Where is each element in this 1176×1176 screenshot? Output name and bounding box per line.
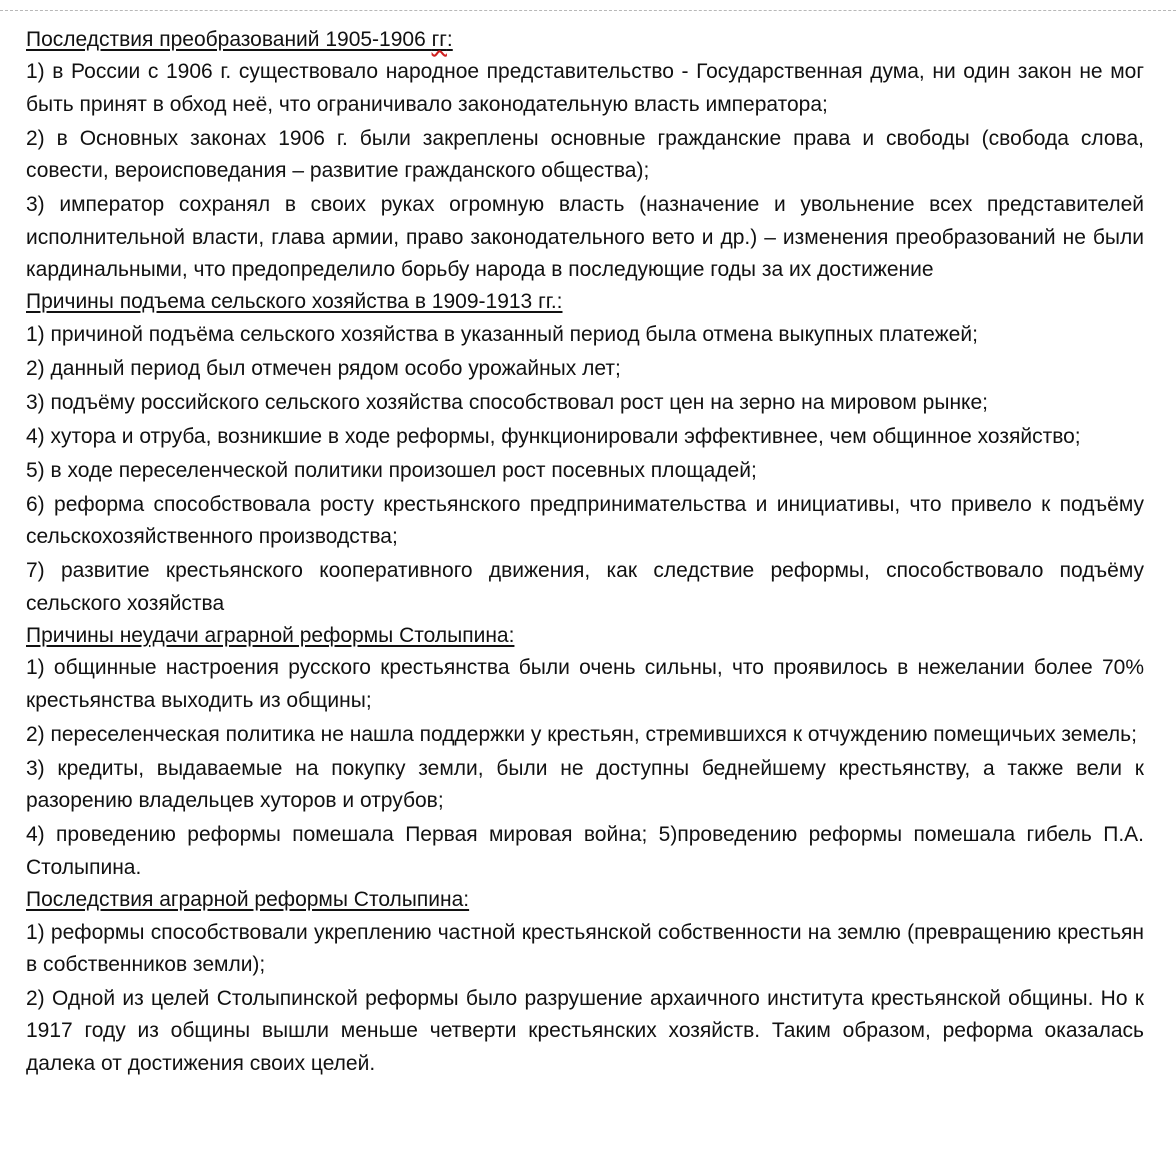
list-item: 4) проведению реформы помешала Первая мировая война; 5)проведению реформы помешала гибель П.А. Столыпина. — [26, 823, 1144, 879]
section-heading-agriculture-growth: Причины подъема сельского хозяйства в 1909-1913 гг.: — [26, 290, 563, 314]
document-body — [26, 24, 1144, 1080]
list-item: 1) причиной подъёма сельского хозяйства в указанный период была отмена выкупных платежей; — [26, 322, 978, 346]
page-top-border — [0, 10, 1176, 11]
list-item: 4) хутора и отруба, возникшие в ходе реформы, функционировали эффективнее, чем общинное хозяйство; — [26, 424, 1081, 448]
list-item: 6) реформа способствовала росту крестьянского предпринимательства и инициативы, что привело к подъёму сельскохозяйственного производства; — [26, 492, 1144, 549]
heading-text: Последствия преобразований 1905-1906 — [26, 28, 432, 51]
list-item: 2) переселенческая политика не нашла поддержки у крестьян, стремившихся к отчуждению помещичьих земель; — [26, 722, 1137, 746]
heading-colon: : — [446, 28, 453, 51]
list-item: 1) реформы способствовали укреплению частной крестьянской собственности на землю (превращению крестьян в собственников земли); — [26, 920, 1144, 976]
spellcheck-flagged-word: гг — [431, 28, 447, 51]
section-heading-reform-consequences: Последствия аграрной реформы Столыпина: — [26, 888, 470, 912]
section-heading-consequences-1905-1906 — [26, 24, 1144, 56]
list-item: 7) развитие крестьянского кооперативного движения, как следствие реформы, способствовало подъёму сельского хозяйства — [26, 559, 1144, 615]
list-item: 3) подъёму российского сельского хозяйства способствовал рост цен на зерно на мировом рынке; — [26, 390, 988, 414]
list-item: 2) в Основных законах 1906 г. были закреплены основные гражданские права и свободы (свобода слова, совести, вероисповедания – развитие гражданского общества); — [26, 126, 1144, 183]
list-item: 5) в ходе переселенческой политики произошел рост посевных площадей; — [26, 458, 757, 482]
list-item: 3) император сохранял в своих руках огромную власть (назначение и увольнение всех представителей исполнительной власти, глава армии, право законодательного вето и др.) – изменения преобразований не были кардинальными, что предопределило борьбу народа в последующие годы за их достижение — [26, 193, 1144, 282]
list-item: 2) данный период был отмечен рядом особо урожайных лет; — [26, 356, 621, 380]
list-item: 1) общинные настроения русского крестьянства были очень сильны, что проявилось в нежелании более 70% крестьянства выходить из общины; — [26, 656, 1144, 712]
list-item: 1) в России с 1906 г. существовало народное представительство - Государственная дума, ни один закон не мог быть принят в обход неё, что ограничивало законодательную власть императора; — [26, 60, 1144, 116]
section-heading-reform-failure: Причины неудачи аграрной реформы Столыпина: — [26, 624, 515, 648]
list-item: 2) Одной из целей Столыпинской реформы было разрушение архаичного института крестьянской общины. Но к 1917 году из общины вышли меньше четверти крестьянских хозяйств. Таким образом, реформа оказалась далека от достижения своих целей. — [26, 986, 1144, 1075]
list-item: 3) кредиты, выдаваемые на покупку земли, были не доступны беднейшему крестьянству, а также вели к разорению владельцев хуторов и отрубов; — [26, 756, 1144, 813]
